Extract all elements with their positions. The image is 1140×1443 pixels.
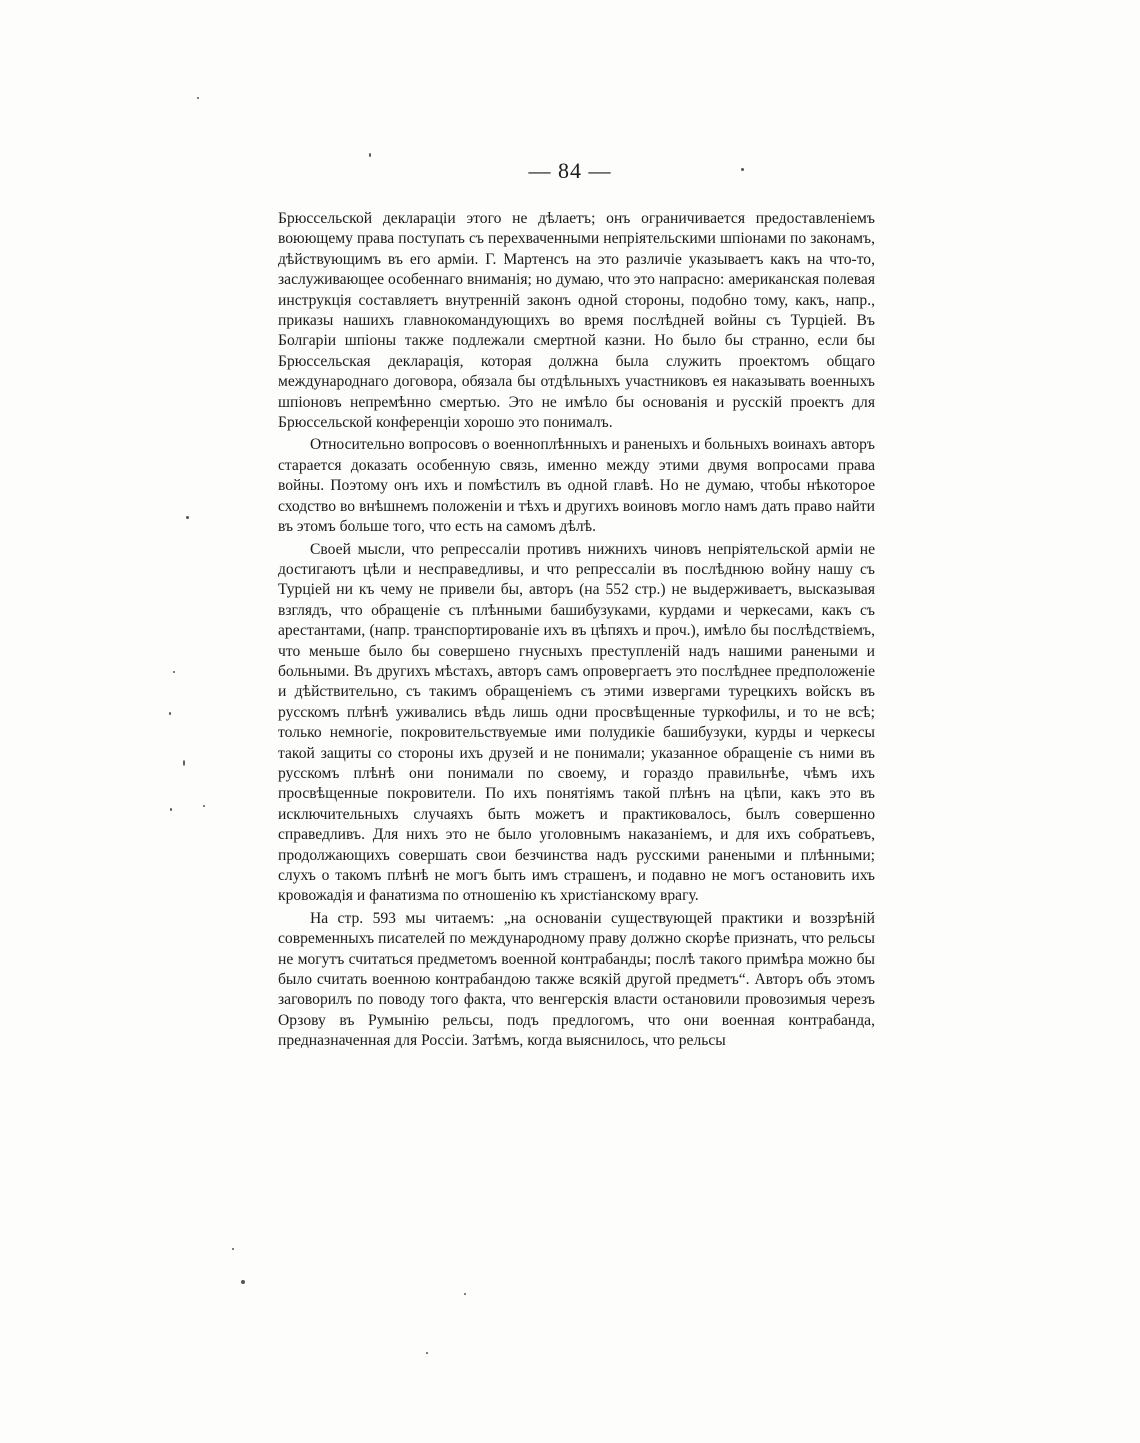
scan-speck: [232, 1248, 234, 1250]
scan-speck: [173, 671, 175, 673]
paragraph-4: На стр. 593 мы читаемъ: „на основанiи существующей практики и воззрѣнiй современныхъ писателей по международному праву должно скорѣе признать, что рельсы не могутъ считаться предметомъ военной контрабанды; послѣ такого примѣра можно бы было считать военною контрабандою также всякiй другой предметъ“. Авторъ объ этомъ заговорилъ по поводу того факта, что венгерскiя власти остановили провозимыя черезъ Орзову въ Румынiю рельсы, подъ предлогомъ, что они военная контрабанда, предназначенная для Россiи. Затѣмъ, когда выяснилось, что рельсы: [278, 909, 875, 1050]
scan-speck: [741, 168, 744, 171]
scan-speck: [369, 153, 371, 157]
scan-speck: [186, 516, 189, 519]
scan-speck: [464, 1293, 466, 1295]
scan-speck: [197, 97, 199, 99]
page-number: — 84 —: [528, 158, 612, 183]
scan-speck: [169, 712, 171, 715]
paragraph-3: Своей мысли, что репрессалiи противъ нижнихъ чиновъ непрiятельской армiи не достигаютъ цѣли и несправедливы, и что репрессалiи въ послѣднюю войну нашу съ Турцiей ни къ чему не привели бы, авторъ (на 552 стр.) не выдерживаетъ, высказывая взглядъ, что обращенiе съ плѣнными башибузуками, курдами и черкесами, какъ съ арестантами, (напр. транспортированiе ихъ въ цѣпяхъ и проч.), имѣло бы послѣдствiемъ, что меньше было бы совершено гнусныхъ преступленiй надъ нашими ранеными и больными. Въ другихъ мѣстахъ, авторъ самъ опровергаетъ это послѣднее предположенiе и дѣйствительно, съ такимъ обращенiемъ съ этими извергами турецкихъ войскъ въ русскомъ плѣнѣ уживались вѣдь лишь одни просвѣщенные туркофилы, и то не всѣ; только немногiе, покровительствуемые ими полудикiе башибузуки, курды и черкесы такой защиты со стороны ихъ друзей и не понимали; указанное обращенiе съ ними въ русскомъ плѣнѣ они понимали по своему, и гораздо правильнѣе, чѣмъ ихъ просвѣщенные покровители. По ихъ понятiямъ такой плѣнъ на цѣпи, какъ это въ исключительныхъ случаяхъ быть можетъ и практиковалось, былъ совершенно справедливъ. Для нихъ это не было уголовнымъ наказанiемъ, и для ихъ собратьевъ, продолжающихъ совершать свои безчинства надъ русскими ранеными и плѣнными; слухъ о такомъ плѣнѣ не могъ быть имъ страшенъ, и подавно не могъ остановить ихъ кровожадiя и фанатизма по отношенiю къ христiанскому врагу.: [278, 540, 875, 905]
paragraph-1: Брюссельской декларацiи этого не дѣлаетъ; онъ ограничивается предоставленiемъ воюющему права поступать съ перехваченными непрiятельскими шпiонами по законамъ, дѣйствующимъ въ его армiи. Г. Мартенсъ на это различiе указываетъ какъ на что-то, заслуживающее особеннаго вниманiя; но думаю, что это напрасно: американская полевая инструкцiя составляетъ внутреннiй законъ одной стороны, подобно тому, какъ, напр., приказы нашихъ главнокомандующихъ во время послѣдней войны съ Турцiей. Въ Болгарiи шпiоны также подлежали смертной казни. Но было бы странно, если бы Брюссельская декларацiя, которая должна была служить проектомъ общаго международнаго договора, обязала бы отдѣльныхъ участниковъ ея наказывать военныхъ шпiоновъ непремѣнно смертью. Это не имѣло бы основанiя и русскiй проектъ для Брюссельской конференцiи хорошо это понималъ.: [278, 210, 875, 432]
scan-speck: [426, 1352, 428, 1354]
scan-speck: [183, 760, 185, 766]
body-text: [278, 209, 875, 1054]
scan-speck: [170, 808, 172, 811]
scan-speck: [203, 805, 205, 807]
paragraph-2: Относительно вопросовъ о военноплѣнныхъ и раненыхъ и больныхъ воинахъ авторъ старается доказать особенную связь, именно между этими двумя вопросами права войны. Поэтому онъ ихъ и помѣстилъ въ одной главѣ. Но не думаю, чтобы нѣкоторое сходство во внѣшнемъ положенiи и тѣхъ и другихъ воиновъ могло намъ дать право найти въ этомъ больше того, что есть на самомъ дѣлѣ.: [278, 436, 875, 536]
scan-speck: [241, 1280, 245, 1284]
